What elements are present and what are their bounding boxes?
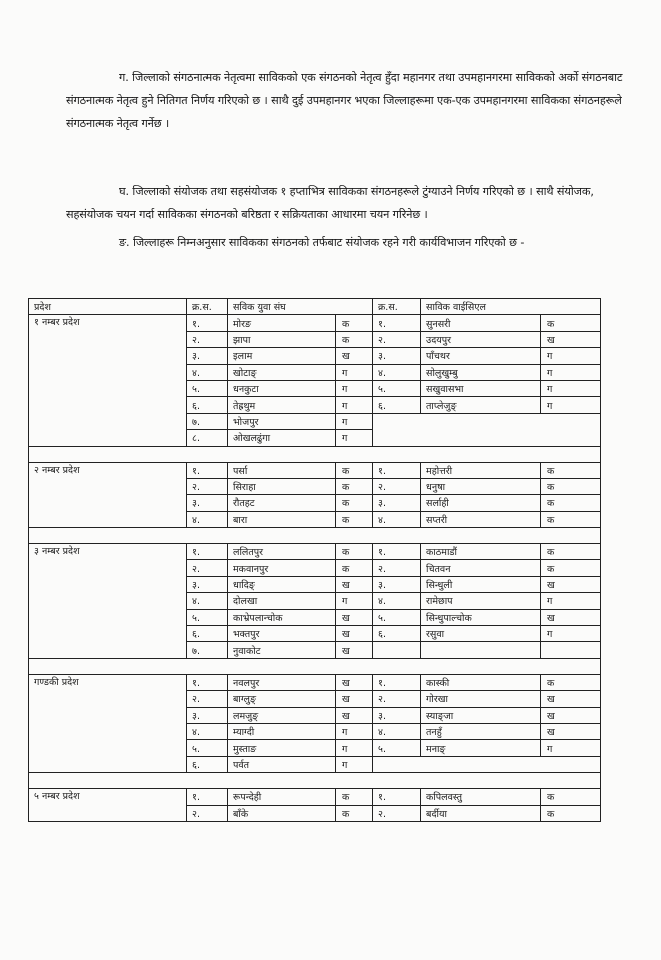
pradesh-name: १ नम्बर प्रदेश [29,315,187,446]
left-sn: २. [187,691,228,707]
right-grade: ख [541,609,601,625]
right-district: सप्तरी [421,511,541,527]
left-grade: क [336,315,373,331]
right-district: रसुवा [421,626,541,642]
right-sn: १. [373,674,421,690]
left-grade: ग [336,756,373,772]
right-district: सोलुखुम्बु [421,364,541,380]
right-grade: क [541,560,601,576]
left-district: रूपन्देही [228,789,336,805]
group-separator [29,446,601,462]
right-sn: ६. [373,626,421,642]
right-district: मनाङ् [421,740,541,756]
left-grade: ग [336,593,373,609]
right-sn: २. [373,478,421,494]
left-district: बाग्लुङ् [228,691,336,707]
left-sn: २. [187,331,228,347]
left-grade: ख [336,691,373,707]
right-sn: १. [373,544,421,560]
right-sn: ६. [373,397,421,413]
right-district: महोत्तरी [421,462,541,478]
left-district: म्याग्दी [228,723,336,739]
right-district: उदयपुर [421,331,541,347]
empty-block [373,756,601,772]
right-sn: १. [373,789,421,805]
empty-cell [541,642,601,658]
right-sn: ३. [373,495,421,511]
right-grade: क [541,495,601,511]
right-district: ताप्लेजुङ् [421,397,541,413]
left-grade: ख [336,707,373,723]
left-district: रौतहट [228,495,336,511]
right-sn: ४. [373,511,421,527]
left-district: पर्सा [228,462,336,478]
header-yuva-sangh: सविक युवा संघ [228,299,373,315]
left-grade: ग [336,380,373,396]
left-grade: क [336,495,373,511]
left-grade: ग [336,723,373,739]
left-district: ललितपुर [228,544,336,560]
right-sn: ५. [373,609,421,625]
right-district: पाँचथर [421,348,541,364]
left-district: इलाम [228,348,336,364]
right-grade: क [541,544,601,560]
separator-cell [29,446,601,462]
right-district: धनुषा [421,478,541,494]
right-district: तनहुँ [421,723,541,739]
right-grade: ख [541,576,601,592]
pradesh-name: ३ नम्बर प्रदेश [29,544,187,659]
right-sn: १. [373,462,421,478]
empty-cell [421,642,541,658]
left-district: दोलखा [228,593,336,609]
left-sn: २. [187,560,228,576]
district-allocation-table [28,298,601,822]
left-grade: क [336,511,373,527]
right-district: सर्लाही [421,495,541,511]
left-sn: ४. [187,511,228,527]
right-grade: ख [541,707,601,723]
left-grade: ख [336,576,373,592]
left-district: पर्वत [228,756,336,772]
right-sn: ४. [373,593,421,609]
right-sn: २. [373,560,421,576]
left-sn: ८. [187,430,228,446]
right-sn: ४. [373,364,421,380]
left-district: झापा [228,331,336,347]
table-row [29,789,601,805]
left-grade: ग [336,413,373,429]
left-grade: ख [336,348,373,364]
left-district: मकवानपुर [228,560,336,576]
left-grade: क [336,462,373,478]
left-sn: २. [187,478,228,494]
left-district: तेह्रथुम [228,397,336,413]
left-sn: ५. [187,740,228,756]
right-grade: क [541,462,601,478]
left-district: खोटाङ् [228,364,336,380]
paragraph-nga: ङ. जिल्लाहरू निम्नअनुसार साविकका संगठनको तर्फबाट संयोजक रहने गरी कार्यविभाजन गरिएको छ - [119,236,525,249]
left-sn: १. [187,315,228,331]
group-separator [29,773,601,789]
right-grade: क [541,478,601,494]
left-sn: १. [187,462,228,478]
left-sn: २. [187,805,228,821]
left-district: नवलपुर [228,674,336,690]
right-grade: क [541,315,601,331]
left-grade: ख [336,609,373,625]
right-grade: क [541,674,601,690]
right-district: कपिलवस्तु [421,789,541,805]
separator-cell [29,658,601,674]
right-sn: ३. [373,707,421,723]
right-district: गोरखा [421,691,541,707]
left-district: ओखलढुंगा [228,430,336,446]
table-row [29,315,601,331]
left-sn: ३. [187,348,228,364]
left-grade: ख [336,642,373,658]
separator-cell [29,773,601,789]
left-grade: क [336,560,373,576]
right-grade: ग [541,364,601,380]
right-district: चितवन [421,560,541,576]
left-sn: ३. [187,707,228,723]
right-district: सखुवासभा [421,380,541,396]
left-sn: ४. [187,723,228,739]
left-sn: १. [187,674,228,690]
right-grade: क [541,805,601,821]
right-sn: २. [373,805,421,821]
separator-cell [29,528,601,544]
right-district: बर्दीया [421,805,541,821]
left-grade: ख [336,674,373,690]
right-district: कास्की [421,674,541,690]
left-grade: ग [336,397,373,413]
right-grade: ग [541,397,601,413]
pradesh-name: २ नम्बर प्रदेश [29,462,187,528]
right-district: स्याङ्जा [421,707,541,723]
left-grade: क [336,478,373,494]
table-row [29,674,601,690]
right-sn: ३. [373,348,421,364]
right-grade: ग [541,740,601,756]
right-sn: १. [373,315,421,331]
table-row [29,544,601,560]
right-grade: ख [541,723,601,739]
right-grade: क [541,789,601,805]
right-district: रामेछाप [421,593,541,609]
left-district: बाँके [228,805,336,821]
left-district: मोरङ [228,315,336,331]
header-ycl: साविक वाईसिएल [421,299,601,315]
left-grade: ग [336,430,373,446]
left-district: धादिङ् [228,576,336,592]
empty-cell [373,642,421,658]
left-sn: ४. [187,593,228,609]
empty-block [373,413,601,446]
left-sn: ६. [187,756,228,772]
left-grade: क [336,789,373,805]
left-sn: ५. [187,609,228,625]
right-grade: ग [541,626,601,642]
right-grade: ख [541,331,601,347]
left-grade: ग [336,740,373,756]
left-sn: ३. [187,495,228,511]
table-row [29,462,601,478]
left-district: सिराहा [228,478,336,494]
pradesh-name: ५ नम्बर प्रदेश [29,789,187,822]
right-sn: ३. [373,576,421,592]
left-sn: ६. [187,626,228,642]
header-sn-left: क्र.स. [187,299,228,315]
table-header-row [29,299,601,315]
right-sn: ४. [373,723,421,739]
left-sn: ६. [187,397,228,413]
right-district: सिन्धुपाल्चोक [421,609,541,625]
right-sn: ५. [373,740,421,756]
right-sn: ५. [373,380,421,396]
paragraph-ga: ग. जिल्लाको संगठनात्मक नेतृत्वमा साविकको एक संगठनको नेतृत्व हुँदा महानगर तथा उपमहानगरमा साविकको अर्को संगठनबाट संगठनात्मक नेतृत्व हुने नितिगत निर्णय गरिएको छ । साथै दुई उपमहानगर भएका जिल्लाहरूमा एक-एक उपमहानगरमा साविकका संगठनहरूले संगठनात्मक नेतृत्व गर्नेछ । [66,71,623,130]
left-district: भक्तपुर [228,626,336,642]
left-district: धनकुटा [228,380,336,396]
paragraph-gha: घ. जिल्लाको संयोजक तथा सहसंयोजक १ हप्ताभित्र साविकका संगठनहरूले टुंग्याउने निर्णय गरिएको छ । साथै संयोजक, सहसंयोजक चयन गर्दा साविकका संगठनको बरिष्ठता र सक्रियताका आधारमा चयन गरिनेछ । [66,185,594,221]
left-district: भोजपुर [228,413,336,429]
pradesh-name: गण्डकी प्रदेश [29,674,187,772]
left-grade: क [336,331,373,347]
left-grade: क [336,544,373,560]
right-grade: ख [541,691,601,707]
left-district: लमजुङ् [228,707,336,723]
group-separator [29,528,601,544]
left-sn: ५. [187,380,228,396]
header-pradesh: प्रदेश [29,299,187,315]
left-sn: १. [187,789,228,805]
left-sn: १. [187,544,228,560]
left-sn: ४. [187,364,228,380]
left-sn: ३. [187,576,228,592]
right-sn: २. [373,331,421,347]
left-district: नुवाकोट [228,642,336,658]
right-grade: ग [541,348,601,364]
left-sn: ७. [187,642,228,658]
left-district: मुस्ताङ [228,740,336,756]
right-grade: क [541,511,601,527]
left-sn: ७. [187,413,228,429]
left-district: काभ्रेपलान्चोक [228,609,336,625]
left-grade: क [336,805,373,821]
group-separator [29,658,601,674]
left-district: बारा [228,511,336,527]
right-district: सुनसरी [421,315,541,331]
right-sn: २. [373,691,421,707]
right-grade: ग [541,593,601,609]
right-district: सिन्धुली [421,576,541,592]
right-district: काठमाडौं [421,544,541,560]
left-grade: ग [336,364,373,380]
right-grade: ग [541,380,601,396]
left-grade: ख [336,626,373,642]
header-sn-right: क्र.स. [373,299,421,315]
